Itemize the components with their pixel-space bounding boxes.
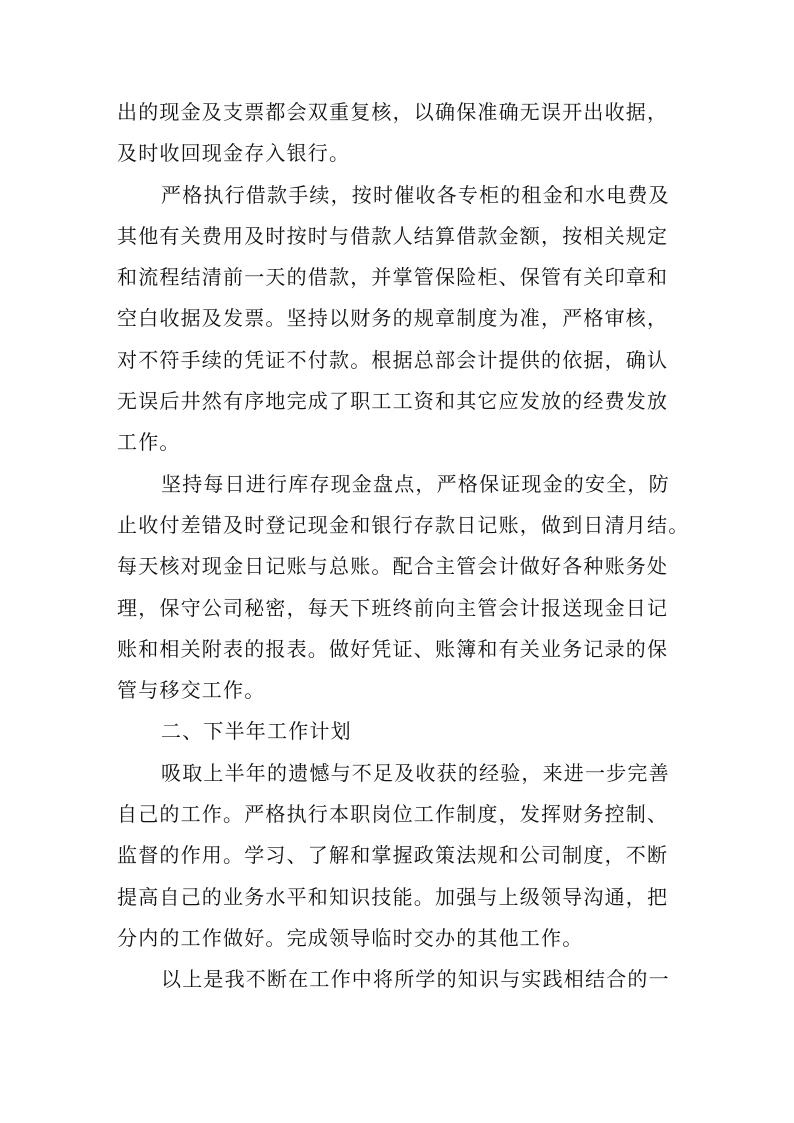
text-line: 监督的作用。学习、了解和掌握政策法规和公司制度，不断 <box>117 843 669 868</box>
text-line: 管与移交工作。 <box>117 678 266 703</box>
text-line: 二、下半年工作计划 <box>161 719 352 744</box>
text-line: 对不符手续的凭证不付款。根据总部会计提供的依据，确认 <box>117 347 669 372</box>
text-line: 严格执行借款手续，按时催收各专柜的租金和水电费及 <box>161 182 670 207</box>
text-line: 以上是我不断在工作中将所学的知识与实践相结合的一 <box>161 967 670 992</box>
text-line: 出的现金及支票都会双重复核，以确保准确无误开出收据， <box>117 100 669 124</box>
text-line: 提高自己的业务水平和知识技能。加强与上级领导沟通，把 <box>117 884 669 909</box>
text-line: 吸取上半年的遗憾与不足及收获的经验，来进一步完善 <box>161 760 670 785</box>
text-line: 分内的工作做好。完成领导临时交办的其他工作。 <box>117 925 584 950</box>
text-line: 理，保守公司秘密，每天下班终前向主管会计报送现金日记 <box>117 595 669 620</box>
text-line: 坚持每日进行库存现金盘点，严格保证现金的安全，防 <box>161 471 670 496</box>
text-line: 其他有关费用及时按时与借款人结算借款金额，按相关规定 <box>117 223 669 248</box>
text-line: 空白收据及发票。坚持以财务的规章制度为准，严格审核， <box>117 306 669 331</box>
text-line: 及时收回现金存入银行。 <box>117 141 351 166</box>
document-body <box>117 92 690 1001</box>
text-line: 和流程结清前一天的借款，并掌管保险柜、保管有关印章和 <box>117 265 669 290</box>
text-line: 止收付差错及时登记现金和银行存款日记账，做到日清月结。 <box>117 512 690 537</box>
text-line: 工作。 <box>117 430 181 455</box>
text-line: 无误后井然有序地完成了职工工资和其它应发放的经费发放 <box>117 389 669 414</box>
text-line: 账和相关附表的报表。做好凭证、账簿和有关业务记录的保 <box>117 636 669 661</box>
text-line: 每天核对现金日记账与总账。配合主管会计做好各种账务处 <box>117 554 669 579</box>
text-line: 自己的工作。严格执行本职岗位工作制度，发挥财务控制、 <box>117 802 669 827</box>
